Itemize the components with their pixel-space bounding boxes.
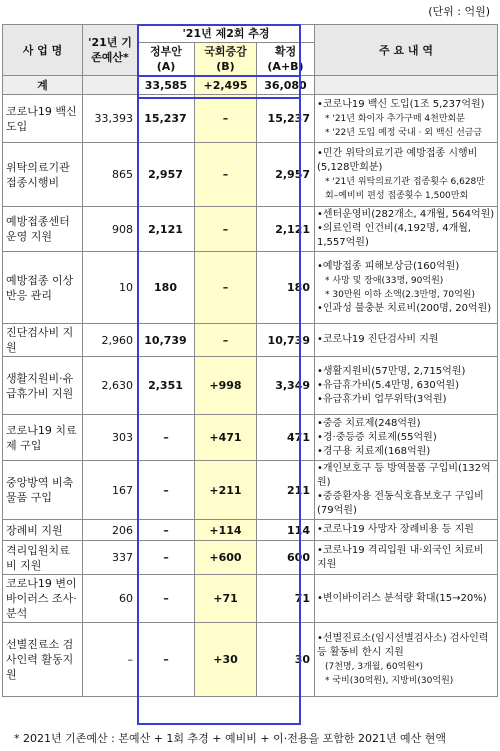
- row-details: [315, 143, 498, 207]
- total-assembly: +2,495: [195, 76, 257, 95]
- row-final: 211: [257, 461, 315, 520]
- row-final: 180: [257, 252, 315, 324]
- header-details: 주 요 내 역: [315, 25, 498, 76]
- detail-line: •경구용 치료제(168억원): [317, 445, 431, 457]
- row-name: 예방접종 이상반응 관리: [3, 252, 83, 324]
- row-details: [315, 541, 498, 575]
- row-assembly: +30: [195, 623, 257, 697]
- row-final: 114: [257, 520, 315, 541]
- row-base-budget: 303: [83, 415, 138, 461]
- row-base-budget: 337: [83, 541, 138, 575]
- table-row: [3, 575, 498, 623]
- header-supp-title: '21년 제2회 추경: [138, 25, 315, 43]
- detail-line: * 30만원 이하 소액(2.3만명, 70억원): [325, 289, 475, 300]
- footnote: * 2021년 기존예산 : 본예산 + 1회 추경 + 예비비 + 이·전용을 포함한 2021년 예산 현액: [14, 732, 447, 745]
- detail-line: •개인보호구 등 방역물품 구입비(132억원): [317, 463, 491, 488]
- row-gov: 2,957: [138, 143, 195, 207]
- table-row: [3, 357, 498, 415]
- detail-line: •경·중등증 치료제(55억원): [317, 431, 437, 443]
- row-name: 위탁의료기관 접종시행비: [3, 143, 83, 207]
- row-details: [315, 207, 498, 252]
- detail-line: •선별진료소(임시선별검사소) 검사인력 등 활동비 한시 지원: [317, 632, 489, 658]
- table-row: [3, 252, 498, 324]
- table-row: [3, 324, 498, 357]
- table-row: [3, 95, 498, 143]
- row-final: 471: [257, 415, 315, 461]
- detail-line: •의료인력 인건비(4,192명, 4개월, 1,557억원): [317, 223, 472, 248]
- row-name: 코로나19 치료제 구입: [3, 415, 83, 461]
- total-gov: 33,585: [138, 76, 195, 95]
- row-details: [315, 252, 498, 324]
- table-row: [3, 623, 498, 697]
- row-name: 생활지원비·유급휴가비 지원: [3, 357, 83, 415]
- detail-line: •유급휴가비(5.4만명, 630억원): [317, 379, 459, 391]
- row-base-budget: –: [83, 623, 138, 697]
- detail-line: •코로나19 사망자 장례비용 등 지원: [317, 524, 474, 535]
- row-final: 15,237: [257, 95, 315, 143]
- detail-line: •생활지원비(57만명, 2,715억원): [317, 365, 466, 377]
- detail-line: •중증 치료제(248억원): [317, 417, 421, 429]
- row-name: 코로나19 백신도입: [3, 95, 83, 143]
- row-name: 예방접종센터 운영 지원: [3, 207, 83, 252]
- table-row: [3, 143, 498, 207]
- detail-line: * 국비(30억원), 지방비(30억원): [325, 675, 454, 686]
- row-final: 10,739: [257, 324, 315, 357]
- header-final: 확정 (A+B): [257, 43, 315, 76]
- table-row: [3, 520, 498, 541]
- row-assembly: +471: [195, 415, 257, 461]
- detail-line: •변이바이러스 분석량 확대(15→20%): [317, 592, 487, 604]
- row-base-budget: 10: [83, 252, 138, 324]
- row-assembly: –: [195, 324, 257, 357]
- detail-line: •코로나19 진단검사비 지원: [317, 334, 439, 345]
- row-final: 71: [257, 575, 315, 623]
- detail-line: •민간 위탁의료기관 예방접종 시행비(5,128만회분): [317, 147, 478, 173]
- row-details: [315, 324, 498, 357]
- row-base-budget: 206: [83, 520, 138, 541]
- table-row: [3, 541, 498, 575]
- row-base-budget: 908: [83, 207, 138, 252]
- row-name: 격리입원치료비 지원: [3, 541, 83, 575]
- table-row: [3, 461, 498, 520]
- header-base-budget: '21년 기존예산*: [83, 25, 138, 76]
- row-name: 장례비 지원: [3, 520, 83, 541]
- row-gov: –: [138, 541, 195, 575]
- detail-line: * '21년 위탁의료기관 접종횟수 6,628만회–예비비 편성 접종횟수 1,500만회: [325, 176, 485, 201]
- row-base-budget: 33,393: [83, 95, 138, 143]
- detail-line: (7천명, 3개월, 60억원*): [325, 661, 424, 672]
- row-details: [315, 575, 498, 623]
- total-label: 계: [3, 76, 83, 95]
- row-name: 중앙방역 비축물품 구입: [3, 461, 83, 520]
- row-base-budget: 2,630: [83, 357, 138, 415]
- row-base-budget: 60: [83, 575, 138, 623]
- row-details: [315, 623, 498, 697]
- row-gov: –: [138, 415, 195, 461]
- row-name: 진단검사비 지원: [3, 324, 83, 357]
- row-gov: 180: [138, 252, 195, 324]
- row-final: 2,121: [257, 207, 315, 252]
- row-details: [315, 461, 498, 520]
- detail-line: •예방접종 피해보상금(160억원): [317, 260, 460, 272]
- detail-line: •코로나19 격리입원 내·외국인 치료비 지원: [317, 544, 484, 570]
- row-details: [315, 415, 498, 461]
- row-assembly: +600: [195, 541, 257, 575]
- total-base: [83, 76, 138, 95]
- row-final: 600: [257, 541, 315, 575]
- row-assembly: +211: [195, 461, 257, 520]
- detail-line: * '21년 화이자 추가구매 4천만회분: [325, 113, 465, 124]
- row-assembly: +114: [195, 520, 257, 541]
- detail-line: •인과성 불충분 치료비(200명, 20억원): [317, 302, 492, 314]
- row-name: 코로나19 변이바이러스 조사·분석: [3, 575, 83, 623]
- row-assembly: –: [195, 207, 257, 252]
- table-row: [3, 415, 498, 461]
- row-details: [315, 95, 498, 143]
- detail-line: •코로나19 백신 도입(1조 5,237억원): [317, 98, 485, 110]
- row-gov: 2,121: [138, 207, 195, 252]
- row-base-budget: 167: [83, 461, 138, 520]
- row-assembly: –: [195, 143, 257, 207]
- row-name: 선별진료소 검사인력 활동지원: [3, 623, 83, 697]
- detail-line: •중증환자용 전동식호흡보호구 구입비(79억원): [317, 491, 484, 516]
- detail-line: * 사망 및 장애(33명, 90억원): [325, 275, 444, 286]
- row-assembly: +998: [195, 357, 257, 415]
- row-details: [315, 357, 498, 415]
- row-gov: –: [138, 520, 195, 541]
- total-row: [3, 76, 498, 95]
- header-gov: 정부안 (A): [138, 43, 195, 76]
- header-business: 사 업 명: [3, 25, 83, 76]
- row-final: 2,957: [257, 143, 315, 207]
- row-base-budget: 865: [83, 143, 138, 207]
- row-final: 3,349: [257, 357, 315, 415]
- row-details: [315, 520, 498, 541]
- row-gov: –: [138, 461, 195, 520]
- total-final: 36,080: [257, 76, 315, 95]
- row-gov: 2,351: [138, 357, 195, 415]
- row-assembly: –: [195, 252, 257, 324]
- row-gov: –: [138, 575, 195, 623]
- row-gov: 10,739: [138, 324, 195, 357]
- table-row: [3, 207, 498, 252]
- row-assembly: –: [195, 95, 257, 143]
- budget-table: [2, 24, 498, 697]
- total-details: [315, 76, 498, 95]
- row-final: 30: [257, 623, 315, 697]
- header-assembly: 국회증감 (B): [195, 43, 257, 76]
- row-base-budget: 2,960: [83, 324, 138, 357]
- row-gov: 15,237: [138, 95, 195, 143]
- detail-line: •센터운영비(282개소, 4개월, 564억원): [317, 209, 495, 220]
- row-assembly: +71: [195, 575, 257, 623]
- detail-line: •유급휴가비 업무위탁(3억원): [317, 393, 447, 405]
- row-gov: –: [138, 623, 195, 697]
- detail-line: * '22년 도입 예정 국내 · 외 백신 선금금: [325, 127, 483, 138]
- unit-label: (단위 : 억원): [428, 5, 490, 18]
